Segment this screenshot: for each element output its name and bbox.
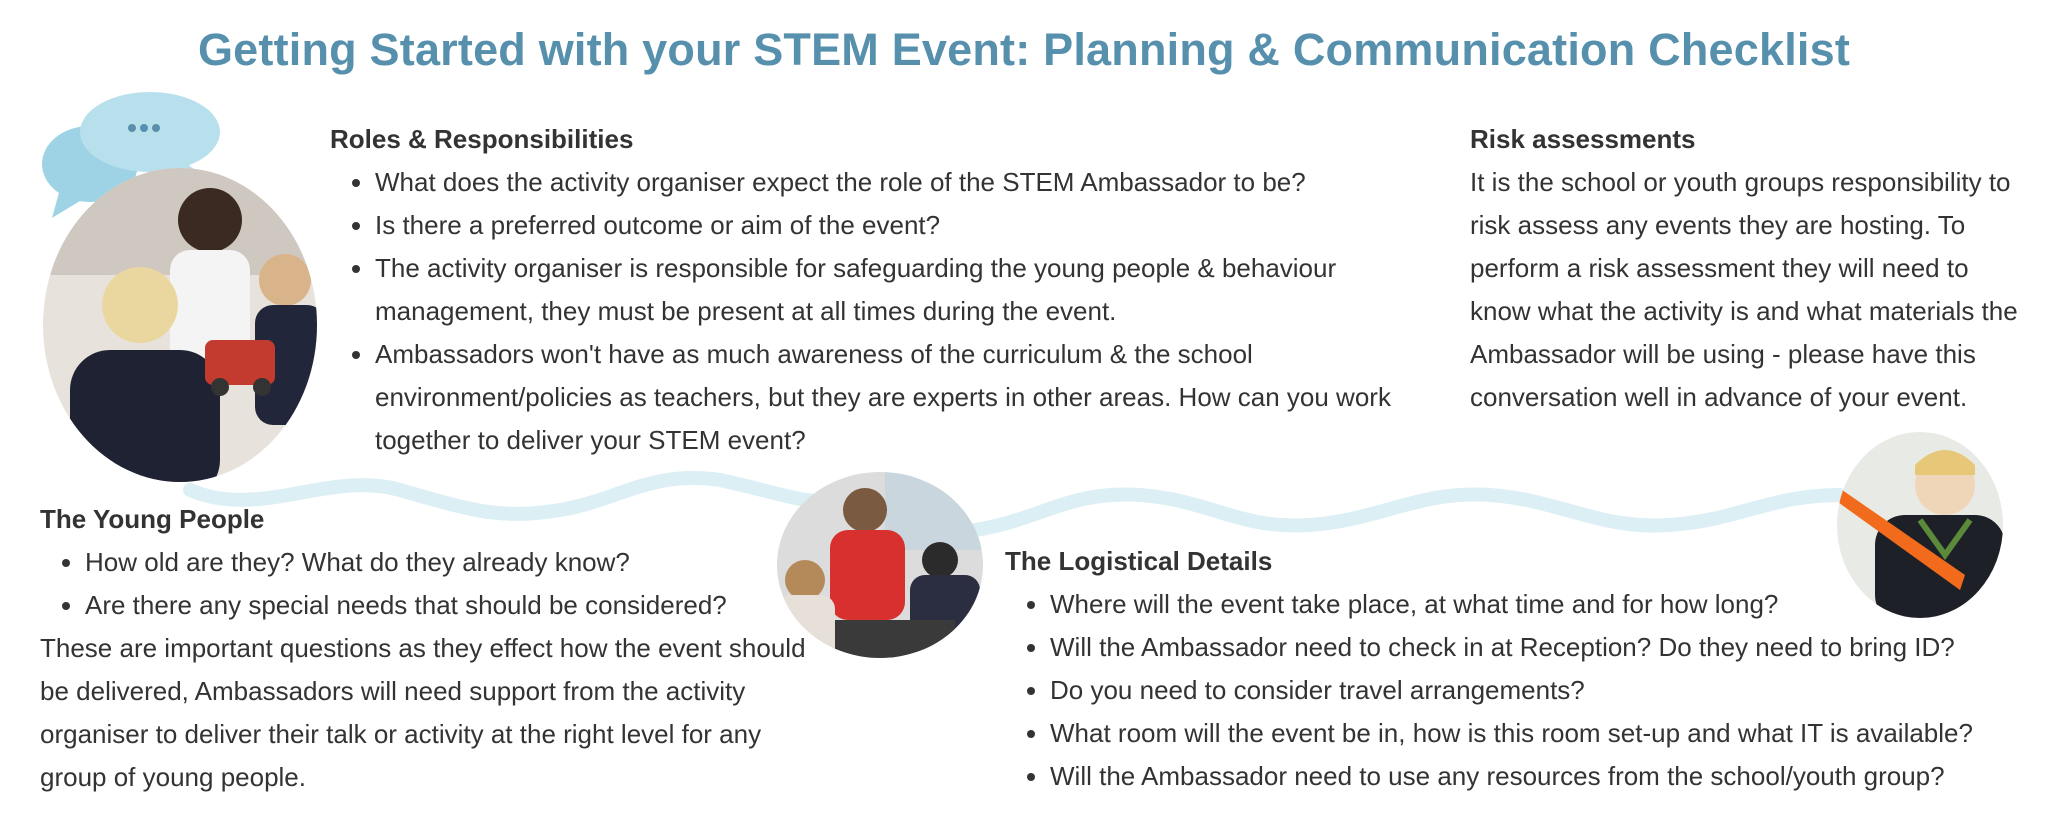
list-item: • Are there any special needs that should be considered?	[85, 584, 810, 627]
young-people-heading: The Young People	[40, 504, 265, 534]
list-item: • Where will the event take place, at what time and for how long?	[1050, 583, 2045, 626]
young-people-text: These are important questions as they effect how the event should be delivered, Ambassadors will need support from the activity organiser to deliver their talk or activity at the right level for any group of young people.	[40, 633, 806, 792]
ellipsis-dots	[128, 124, 160, 132]
roles-section	[330, 118, 1440, 462]
page-title: Getting Started with your STEM Event: Planning & Communication Checklist	[197, 24, 1851, 75]
list-item: • Will the Ambassador need to use any resources from the school/youth group?	[1050, 755, 2045, 798]
list-item: • Will the Ambassador need to check in at Reception? Do they need to bring ID?	[1050, 626, 2045, 669]
list-item: • Do you need to consider travel arrangements?	[1050, 669, 2045, 712]
list-item: • What room will the event be in, how is this room set-up and what IT is available?	[1050, 712, 2045, 755]
young-people-list	[40, 541, 810, 627]
list-item: • Ambassadors won't have as much awareness of the curriculum & the school environment/policies as teachers, but they are experts in other areas. How can you work together to deliver your STEM event?	[375, 333, 1440, 462]
list-item: • How old are they? What do they already know?	[85, 541, 810, 584]
logistics-heading: The Logistical Details	[1005, 546, 1273, 576]
logistics-list	[1005, 583, 2045, 798]
young-people-section	[40, 498, 810, 799]
list-item: • Is there a preferred outcome or aim of the event?	[375, 204, 1440, 247]
roles-list	[330, 161, 1440, 462]
list-item: • The activity organiser is responsible for safeguarding the young people & behaviour management, they must be present at all times during the event.	[375, 247, 1440, 333]
risk-heading: Risk assessments	[1470, 124, 1696, 154]
risk-section	[1470, 118, 2030, 419]
photo-students-robotics	[40, 165, 320, 485]
risk-text: It is the school or youth groups responsibility to risk assess any events they are hosting. To perform a risk assessment they will need to know what the activity is and what materials the Ambassador will be using - please have this conversation well in advance of your event.	[1470, 167, 2018, 412]
list-item: • What does the activity organiser expect the role of the STEM Ambassador to be?	[375, 161, 1440, 204]
logistics-section	[1005, 540, 2045, 798]
roles-heading: Roles & Responsibilities	[330, 124, 634, 154]
